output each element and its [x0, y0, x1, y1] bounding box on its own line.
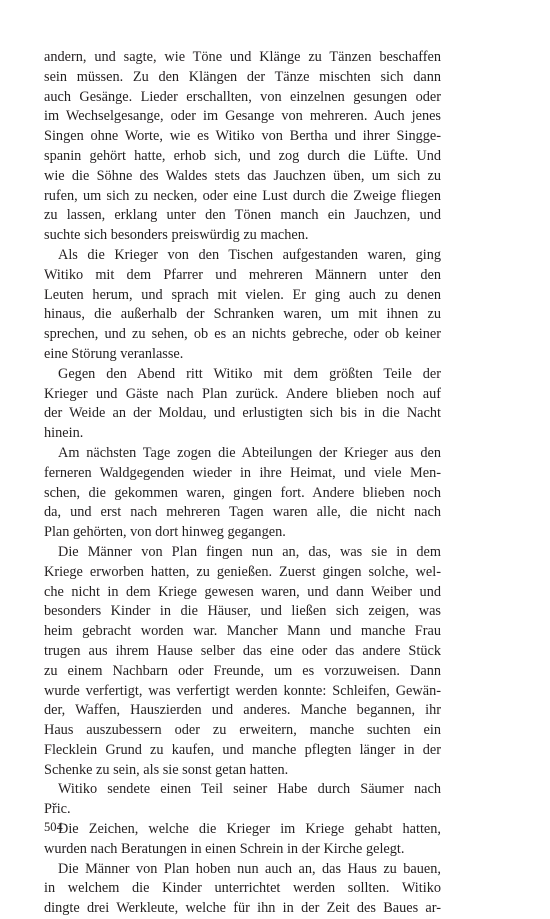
text-line: Plan gehörten, von dort hinweg gegangen. [44, 524, 286, 541]
text-line: eine Störung veranlasse. [44, 345, 184, 362]
text-line: Haus auszubessern oder zu erweitern, manche suchten ein [44, 722, 441, 739]
text-line: ferneren Waldgegenden wieder in ihre Heimat, und viele Men- [44, 464, 441, 481]
text-line: schen, die gekommen waren, gingen fort. Andere blieben noch [44, 484, 441, 501]
page-number: 504 [44, 820, 63, 834]
text-line: heim gebracht worden war. Mancher Mann und manche Frau [44, 623, 441, 640]
text-line: da, und erst nach mehreren Tagen waren alle, die nicht nach [44, 504, 441, 521]
text-line: Die Männer von Plan hoben nun auch an, das Haus zu bauen, [58, 860, 441, 877]
text-line: trugen aus ihrem Hause selber das eine oder das andere Stück [44, 642, 441, 659]
body-text [44, 48, 441, 919]
text-line: auch Gesänge. Lieder erschallten, von einzelnen gesungen oder [44, 88, 441, 105]
text-line: Gegen den Abend ritt Witiko mit dem größten Teile der [58, 365, 441, 382]
text-line: Die Zeichen, welche die Krieger im Kriege gehabt hatten, [58, 821, 441, 838]
text-line: spanin gehört hatte, erhob sich, und zog durch die Lüfte. Und [44, 147, 441, 164]
text-line: Přic. [44, 801, 71, 818]
text-line: Am nächsten Tage zogen die Abteilungen der Krieger aus den [58, 444, 441, 461]
text-line: andern, und sagte, wie Töne und Klänge zu Tänzen beschaffen [44, 49, 441, 65]
text-line: suchte sich besonders preiswürdig zu machen. [44, 227, 309, 244]
text-line: Singen ohne Worte, wie es Witiko von Bertha und ihrer Singge- [44, 128, 441, 145]
text-line: sein müssen. Zu den Klängen der Tänze mischten sich dann [44, 68, 441, 85]
text-line: Witiko mit dem Pfarrer und mehreren Männern unter den [44, 266, 441, 283]
text-line: Krieger und Gäste nach Plan zurück. Andere blieben noch auf [44, 385, 441, 402]
text-line: Witiko sendete einen Teil seiner Habe durch Säumer nach [58, 781, 441, 798]
text-line: hinaus, die außerhalb der Schranken waren, um mit ihnen zu [44, 306, 441, 323]
text-line: wie die Söhne des Waldes stets das Jauchzen üben, um sich zu [44, 167, 441, 184]
text-line: sprechen, und zu sehen, ob es an nichts gebreche, oder ob keiner [44, 326, 441, 343]
text-line: zu lassen, erklang unter den Tönen manch ein Jauchzen, und [44, 207, 441, 224]
text-line: Kriege erworben hatten, zu genießen. Zuerst gingen solche, wel- [44, 563, 441, 580]
text-line: hinein. [44, 425, 84, 442]
text-line: der, Waffen, Hauszierden und anderes. Manche begannen, ihr [44, 702, 441, 719]
text-line: der Weide an der Moldau, und erlustigten sich bis in die Nacht [44, 405, 441, 422]
text-line: dingte drei Werkleute, welche für ihn in der Zeit des Baues ar- [44, 900, 441, 917]
text-line: Als die Krieger von den Tischen aufgestanden waren, ging [58, 246, 441, 263]
text-line: zu einem Nachbarn oder Freunde, um es vorzuweisen. Dann [44, 662, 441, 679]
text-line: besonders Kinder in die Häuser, und ließen sich zeigen, was [44, 603, 441, 620]
text-line: Die Männer von Plan fingen nun an, das, was sie in dem [58, 543, 441, 560]
text-line: Leuten herum, und sprach mit vielen. Er ging auch zu denen [44, 286, 441, 303]
text-line: wurde verfertigt, was verfertigt werden konnte: Schleifen, Gewän- [44, 682, 441, 699]
text-line: wurden nach Beratungen in einen Schrein in der Kirche gelegt. [44, 840, 405, 857]
text-line: in welchem die Kinder unterrichtet werden sollten. Witiko [44, 880, 441, 897]
text-line: rufen, um sich zu necken, oder eine Lust durch die Zweige fliegen [44, 187, 441, 204]
text-line: Flecklein Grund zu kaufen, und manche pflegten länger in der [44, 741, 441, 758]
text-line: Schenke zu sein, als sie sonst getan hatten. [44, 761, 289, 778]
text-line: che nicht in dem Kriege gewesen waren, und dann Weiber und [44, 583, 441, 600]
text-line: im Wechselgesange, oder im Gesange von mehreren. Auch jenes [44, 108, 441, 125]
